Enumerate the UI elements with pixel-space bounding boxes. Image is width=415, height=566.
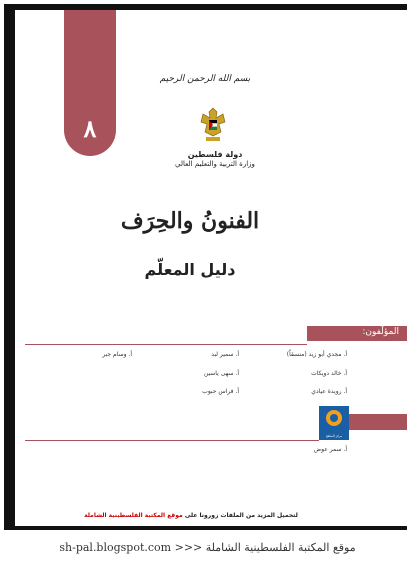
grade-tab [64, 10, 116, 156]
palestine-emblem-icon [199, 106, 227, 146]
reviewer-name: أ. سمر عوض [313, 446, 347, 453]
author-name: أ. فراس حبوب [202, 388, 239, 395]
review-divider [25, 440, 319, 441]
logo-ring-icon [326, 410, 342, 426]
author-name: أ. مجدي أبو زيد (منسقاً) [286, 351, 347, 358]
download-footer [75, 512, 307, 519]
basmala-calligraphy: بسم الله الرحمن الرحيم [159, 74, 251, 84]
grade-number: ٨ [83, 114, 97, 143]
review-header-bar [349, 414, 407, 430]
authors-divider [25, 344, 307, 345]
author-name: أ. سهى ياسين [203, 370, 239, 377]
curriculum-center-logo [319, 406, 349, 440]
footer-site-link[interactable]: موقع المكتبة الفلسطينية الشاملة [84, 512, 183, 519]
state-name: دولة فلسطين [187, 150, 243, 159]
site-credit: موقع المكتبة الفلسطينية الشاملة <<< sh-pal.blogspot.com [59, 541, 356, 554]
book-subtitle: دليل المعلّم [144, 260, 236, 279]
footer-text: لتحميل المزيد من الملفات زورونا على [184, 512, 298, 519]
author-name: أ. خالد دويكات [311, 370, 347, 377]
authors-label: المؤلِّفون: [362, 327, 399, 337]
book-cover-frame [4, 4, 407, 530]
logo-caption: مركز المناهج [325, 434, 343, 438]
author-name: أ. وسام جبر [102, 351, 132, 358]
book-cover [15, 10, 407, 526]
author-name: أ. رويدة عيادي [311, 388, 347, 395]
ministry-name: وزارة التربية والتعليم العالي [175, 160, 255, 168]
book-title: الفنونُ والحِرَف [120, 208, 260, 234]
author-name: أ. سمير لبد [211, 351, 239, 358]
authors-header-bar [307, 326, 407, 341]
